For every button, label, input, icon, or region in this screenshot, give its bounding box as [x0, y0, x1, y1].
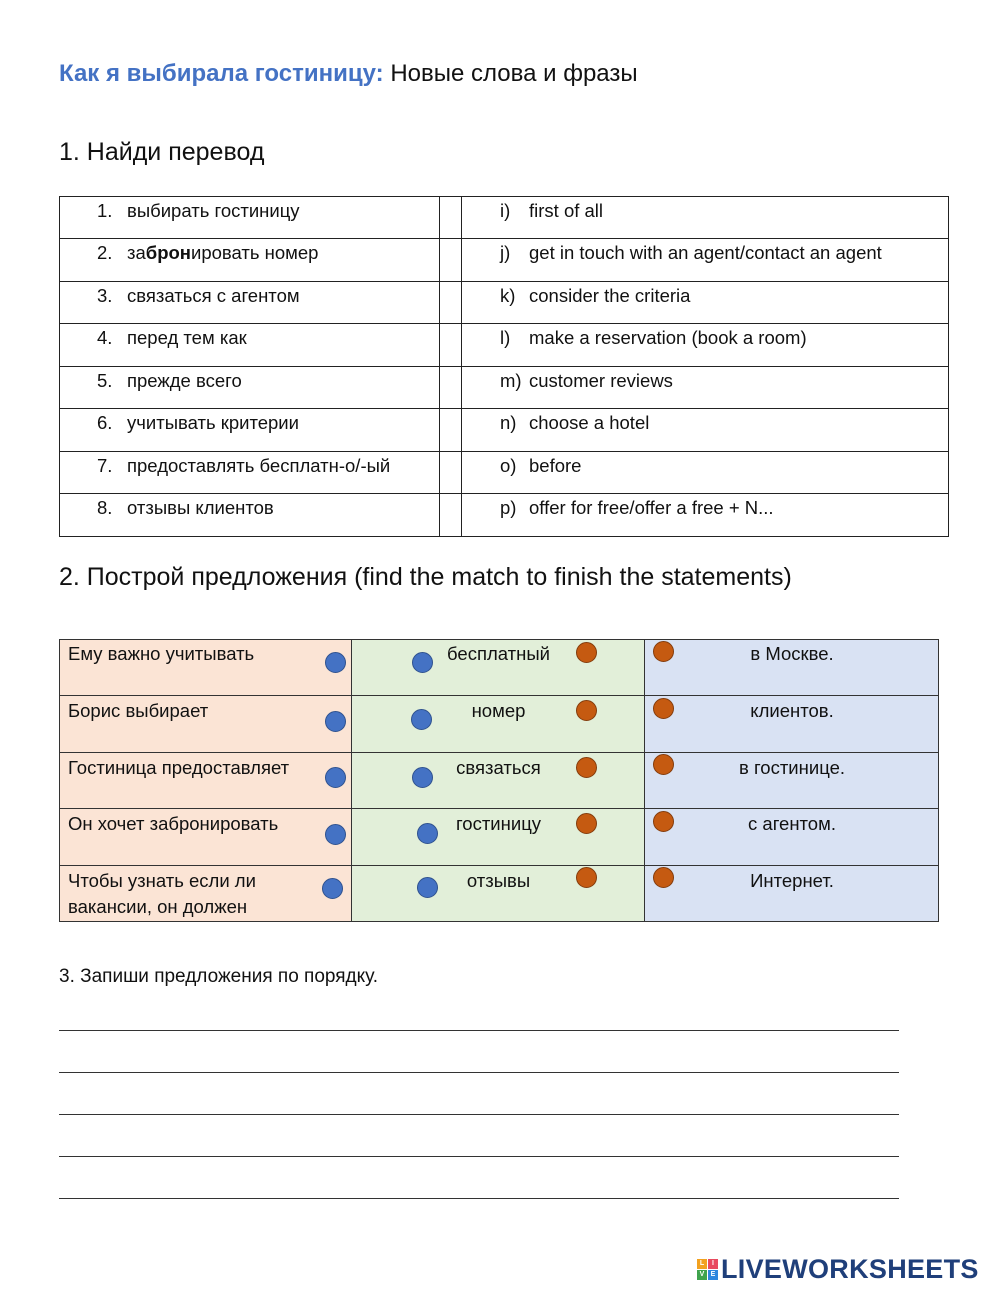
sentence-start: Чтобы узнать если ли вакансии, он должен: [68, 870, 256, 917]
sentence-middle: отзывы: [466, 870, 531, 891]
english-phrase-row: [500, 196, 603, 238]
match-dot-start[interactable]: [325, 652, 346, 673]
match-dot-start[interactable]: [325, 824, 346, 845]
sentence-start: Он хочет забронировать: [68, 813, 279, 834]
sentence-end: в гостинице.: [738, 757, 846, 778]
matching-table: [59, 639, 939, 922]
english-phrase-row: [500, 281, 690, 323]
grid-line: [59, 639, 60, 922]
match-dot-end[interactable]: [653, 867, 674, 888]
writing-line[interactable]: [59, 1114, 899, 1115]
match-dot-middle-right[interactable]: [576, 757, 597, 778]
english-phrase: choose a hotel: [529, 412, 650, 433]
match-dot-middle-right[interactable]: [576, 642, 597, 663]
logo-text: LIVEWORKSHEETS: [721, 1253, 979, 1284]
match-dot-middle-left[interactable]: [417, 823, 438, 844]
russian-phrase: прежде всего: [127, 370, 242, 391]
badge-letter: E: [708, 1270, 718, 1280]
item-letter: o): [500, 455, 517, 476]
item-letter: j): [500, 242, 511, 263]
english-phrase: before: [529, 455, 582, 476]
item-number: 8.: [97, 497, 113, 518]
english-phrase: get in touch with an agent/contact an agent: [529, 242, 882, 263]
match-dot-middle-left[interactable]: [417, 877, 438, 898]
sentence-end: с агентом.: [748, 813, 836, 834]
sentence-middle: связаться: [456, 757, 541, 778]
english-phrase: offer for free/offer a free + N...: [529, 497, 774, 518]
badge-letter: V: [697, 1270, 707, 1280]
russian-phrase-row: [97, 281, 300, 323]
item-letter: l): [500, 327, 511, 348]
match-dot-middle-left[interactable]: [412, 652, 433, 673]
english-phrase: first of all: [529, 200, 604, 221]
sentence-end: клиентов.: [750, 700, 834, 721]
russian-phrase: предоставлять бесплатн-о/-ый: [127, 455, 391, 476]
english-phrase: customer reviews: [529, 370, 673, 391]
russian-phrase: связаться с агентом: [127, 285, 300, 306]
writing-line[interactable]: [59, 1030, 899, 1031]
sentence-middle: номер: [471, 700, 526, 721]
english-phrase-row: [500, 238, 882, 280]
english-phrase: make a reservation (book a room): [529, 327, 807, 348]
grid-line: [59, 695, 939, 696]
phrase-prefix: за: [127, 242, 146, 263]
match-dot-end[interactable]: [653, 754, 674, 775]
badge-letter: L: [697, 1259, 707, 1269]
sentence-end: Интернет.: [750, 870, 834, 891]
english-phrase-row: [500, 408, 649, 450]
russian-phrase: учитывать критерии: [127, 412, 299, 433]
title-accent: Как я выбирала гостиницу:: [59, 60, 384, 87]
writing-line[interactable]: [59, 1198, 899, 1199]
logo-badge-icon: [697, 1259, 718, 1280]
worksheet-title: [59, 60, 638, 88]
grid-line: [59, 865, 939, 866]
item-number: 5.: [97, 370, 113, 391]
russian-phrase-row: [97, 323, 247, 365]
grid-line: [59, 921, 939, 922]
item-number: 2.: [97, 242, 113, 263]
match-dot-end[interactable]: [653, 641, 674, 662]
english-phrase: consider the criteria: [529, 285, 691, 306]
item-number: 6.: [97, 412, 113, 433]
section2-heading: 2. Построй предложения (find the match to finish the statements): [59, 563, 792, 591]
item-letter: i): [500, 200, 511, 221]
grid-line: [59, 752, 939, 753]
match-dot-middle-left[interactable]: [412, 767, 433, 788]
grid-line: [59, 639, 939, 640]
russian-phrase: перед тем как: [127, 327, 247, 348]
sentence-middle: гостиницу: [455, 813, 542, 834]
section3-heading: 3. Запиши предложения по порядку.: [59, 966, 379, 987]
phrase-suffix: ировать номер: [190, 242, 319, 263]
sentence-start: Гостиница предоставляет: [68, 757, 290, 778]
match-dot-start[interactable]: [325, 711, 346, 732]
writing-line[interactable]: [59, 1072, 899, 1073]
match-dot-middle-right[interactable]: [576, 867, 597, 888]
sentence-end: в Москве.: [750, 643, 834, 664]
match-dot-middle-right[interactable]: [576, 700, 597, 721]
item-letter: m): [500, 370, 522, 391]
title-rest: Новые слова и фразы: [383, 60, 638, 87]
match-dot-end[interactable]: [653, 811, 674, 832]
russian-phrase: отзывы клиентов: [127, 497, 274, 518]
badge-letter: I: [708, 1259, 718, 1269]
grid-line: [59, 808, 939, 809]
item-letter: n): [500, 412, 517, 433]
writing-line[interactable]: [59, 1156, 899, 1157]
english-phrase-row: [500, 451, 581, 493]
item-letter: k): [500, 285, 516, 306]
russian-phrase: выбирать гостиницу: [127, 200, 300, 221]
item-number: 3.: [97, 285, 113, 306]
item-number: 4.: [97, 327, 113, 348]
english-phrase-row: [500, 366, 673, 408]
russian-phrase-row: [97, 493, 274, 535]
russian-phrase-row: [97, 451, 390, 493]
liveworksheets-logo: [697, 1252, 979, 1286]
match-dot-start[interactable]: [322, 878, 343, 899]
match-dot-end[interactable]: [653, 698, 674, 719]
english-phrase-row: [500, 493, 774, 535]
sentence-start: Борис выбирает: [68, 700, 209, 721]
russian-phrase-row: [97, 408, 299, 450]
phrase-bold-part: брон: [145, 242, 191, 263]
sentence-start: Ему важно учитывать: [68, 643, 255, 664]
item-letter: p): [500, 497, 517, 518]
russian-phrase-row: [97, 366, 242, 408]
translation-table: [59, 196, 949, 537]
item-number: 1.: [97, 200, 113, 221]
item-number: 7.: [97, 455, 113, 476]
match-dot-start[interactable]: [325, 767, 346, 788]
english-phrase-row: [500, 323, 807, 365]
match-dot-middle-right[interactable]: [576, 813, 597, 834]
russian-phrase-row: [97, 196, 300, 238]
section1-heading: 1. Найди перевод: [59, 138, 265, 166]
match-dot-middle-left[interactable]: [411, 709, 432, 730]
russian-phrase-row: [97, 238, 318, 280]
sentence-middle: бесплатный: [447, 643, 550, 664]
